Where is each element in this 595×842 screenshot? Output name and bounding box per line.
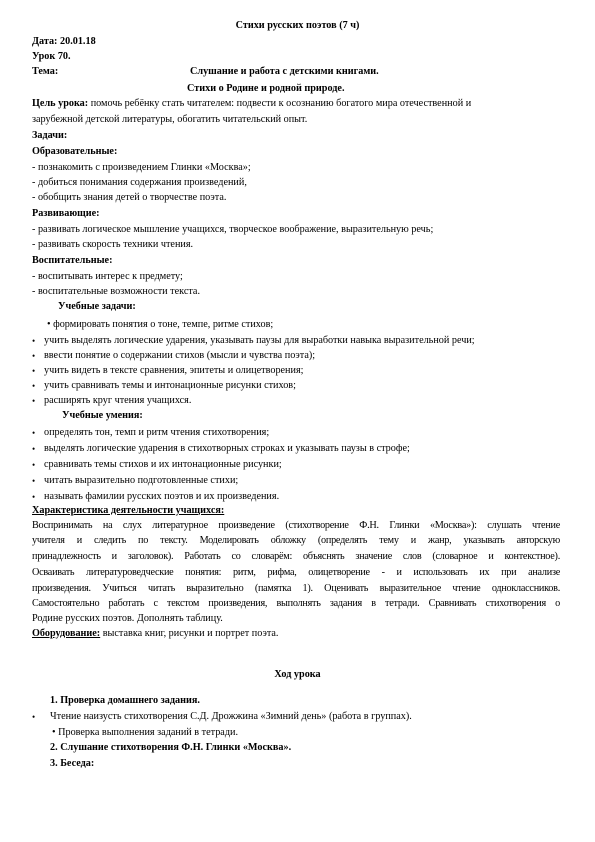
bullet-icon: • [32,444,36,454]
bullet-icon: • [32,476,36,486]
topic-line-1: Слушание и работа с детскими книгами. [190,66,379,77]
educational-item: - познакомить с произведением Глинки «Москва»; [32,162,251,173]
learning-task-first: • формировать понятия о тоне, темпе, ритме стихов; [47,319,274,330]
tasks-label: Задачи: [32,130,68,141]
activity-line: Родине русских поэтов. Дополнять таблицу. [32,613,223,624]
learning-tasks-label: Учебные задачи: [58,301,136,312]
bullet-icon: • [32,381,36,391]
equipment-text: выставка книг, рисунки и портрет поэта. [100,628,279,639]
goal-text-2: зарубежной детской литературы, обогатить читательский опыт. [32,114,308,125]
lesson-date: Дата: 20.01.18 [32,36,96,47]
learning-task-item: учить выделять логические ударения, указывать паузы для выработки навыка выразительной речи; [44,335,475,346]
learning-skills-label: Учебные умения: [62,410,143,421]
lesson-step-1: 1. Проверка домашнего задания. [50,695,200,706]
activity-line: Самостоятельно работать с текстом произведения, выполнять задания в тетради. Сравнивать стихотворения о [32,598,560,609]
bullet-icon: • [32,460,36,470]
developing-item: - развивать логическое мышление учащихся, творческое воображение, выразительную речь; [32,224,434,235]
lesson-step-3: 3. Беседа: [50,758,95,769]
educational-item: - добиться понимания содержания произведений, [32,177,247,188]
equipment-label: Оборудование: [32,628,101,639]
document-title: Стихи русских поэтов (7 ч) [235,20,360,31]
lesson-step-1-sub: • Проверка выполнения заданий в тетради. [52,727,239,738]
educational-label: Образовательные: [32,146,118,157]
upbringing-item: - воспитывать интерес к предмету; [32,271,183,282]
activity-label: Характеристика деятельности учащихся: [32,505,225,516]
lesson-number: Урок 70. [32,51,71,62]
lesson-step-1-bullet: Чтение наизусть стихотворения С.Д. Дрожжина «Зимний день» (работа в группах). [50,711,412,722]
activity-line: учителя и следить по тексту. Моделировать обложку (определять тему и жанр, указывать авторскую [32,535,560,546]
learning-skill-item: читать выразительно подготовленные стихи; [44,475,239,486]
learning-task-item: учить сравнивать темы и интонационные рисунки стихов; [44,380,296,391]
learning-task-item: расширять круг чтения учащихся. [44,395,192,406]
goal-label: Цель урока: [32,98,89,109]
goal-line-1 [32,98,471,110]
activity-line: принадлежность и заголовок). Работать со словарём: объяснять значение слов (словарное и контекстное). [32,551,560,562]
activity-line: произведения. Учиться читать выразительно (памятка 1). Оценивать выразительное чтение одноклассников. [32,583,560,594]
learning-task-item: учить видеть в тексте сравнения, эпитеты и олицетворения; [44,365,304,376]
topic-line-2: Стихи о Родине и родной природе. [187,83,345,94]
bullet-icon: • [32,336,36,346]
activity-line: Воспринимать на слух литературное произведение (стихотворение Ф.Н. Глинки «Москва»): слушать чтение [32,520,560,531]
bullet-icon: • [32,428,36,438]
learning-skill-item: выделять логические ударения в стихотворных строках и указывать паузы в строфе; [44,443,410,454]
learning-task-item: ввести понятие о содержании стихов (мысли и чувства поэта); [44,350,316,361]
lesson-step-2: 2. Слушание стихотворения Ф.Н. Глинки «Москва». [50,742,292,753]
developing-label: Развивающие: [32,208,100,219]
learning-skill-item: сравнивать темы стихов и их интонационные рисунки; [44,459,282,470]
activity-line: Осваивать литературоведческие понятия: ритм, рифма, олицетворение - и использовать их при анализе [32,567,560,578]
learning-skill-item: определять тон, темп и ритм чтения стихотворения; [44,427,270,438]
bullet-icon: • [32,366,36,376]
developing-item: - развивать скорость техники чтения. [32,239,194,250]
equipment-line [32,628,278,640]
goal-text-1: помочь ребёнку стать читателем: подвести к осознанию богатого мира отечественной и [88,98,472,109]
topic-label: Тема: [32,66,59,77]
upbringing-label: Воспитательные: [32,255,113,266]
bullet-icon: • [32,492,36,502]
bullet-icon: • [32,351,36,361]
bullet-icon: • [32,712,36,722]
learning-skill-item: называть фамилии русских поэтов и их произведения. [44,491,280,502]
upbringing-item: - воспитательные возможности текста. [32,286,201,297]
educational-item: - обобщить знания детей о творчестве поэта. [32,192,227,203]
bullet-icon: • [32,396,36,406]
lesson-flow-title: Ход урока [274,669,321,680]
